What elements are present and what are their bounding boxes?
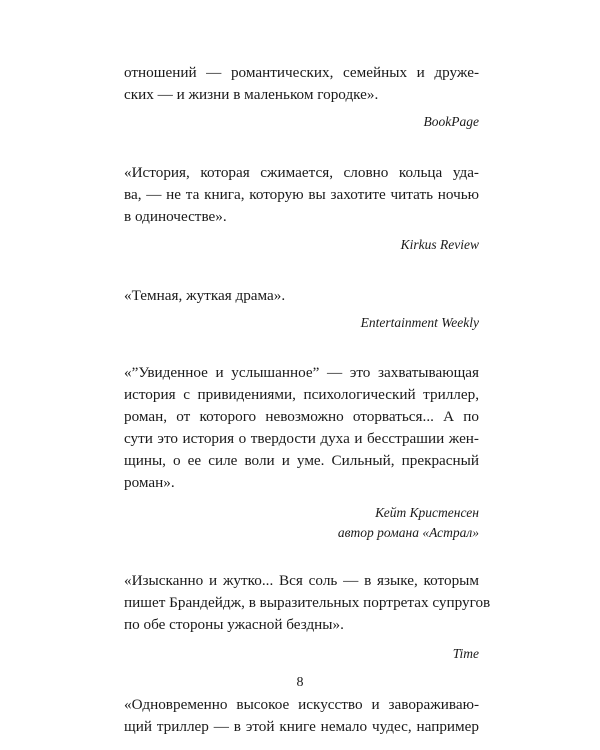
text-line: «”Увиденное и услышанное” — это захватывающая: [124, 364, 479, 381]
text-line: в одиночестве».: [124, 208, 227, 225]
text-line: ских — и жизни в маленьком городке».: [124, 86, 379, 103]
text-line: отношений — романтических, семейных и друже-: [124, 64, 479, 81]
review-source: Kirkus Review: [400, 237, 479, 252]
text-line: щий триллер — в этой книге немало чудес, например: [124, 718, 479, 735]
review-block: [124, 285, 479, 333]
text-line: роман, от которого невозможно оторваться... А по: [124, 408, 479, 425]
text-line: «Темная, жуткая драма».: [124, 287, 286, 304]
text-line: ва, — не та книга, которую вы захотите читать ночью: [124, 186, 479, 203]
text-line: «История, которая сжимается, словно кольца уда-: [124, 164, 479, 181]
review-author-credit: автор романа «Астрал»: [337, 525, 479, 540]
review-block: [124, 694, 479, 738]
review-source: Time: [452, 646, 479, 661]
text-line: «Изысканно и жутко... Вся соль — в языке, которым: [124, 572, 479, 589]
page-number: 8: [296, 675, 304, 690]
review-source: Entertainment Weekly: [360, 315, 479, 330]
review-author: Кейт Кристенсен: [375, 505, 479, 520]
review-block: [124, 62, 479, 132]
review-block: [124, 570, 491, 664]
text-column: [124, 62, 491, 738]
review-source: BookPage: [423, 114, 479, 129]
text-line: щины, о ее силе воли и уме. Сильный, прекрасный: [124, 452, 479, 469]
review-block: [124, 362, 479, 543]
text-line: «Одновременно высокое искусство и завораживаю-: [124, 696, 479, 713]
text-line: по обе стороны ужасной бездны».: [124, 616, 344, 633]
text-line: история с привидениями, психологический триллер,: [124, 386, 479, 403]
review-block: [124, 162, 479, 255]
text-line: пишет Брандейдж, в выразительных портретах супругов: [124, 594, 491, 611]
text-line: сути это история о твердости духа и бесстрашии жен-: [124, 430, 479, 447]
text-line: роман».: [124, 474, 175, 491]
